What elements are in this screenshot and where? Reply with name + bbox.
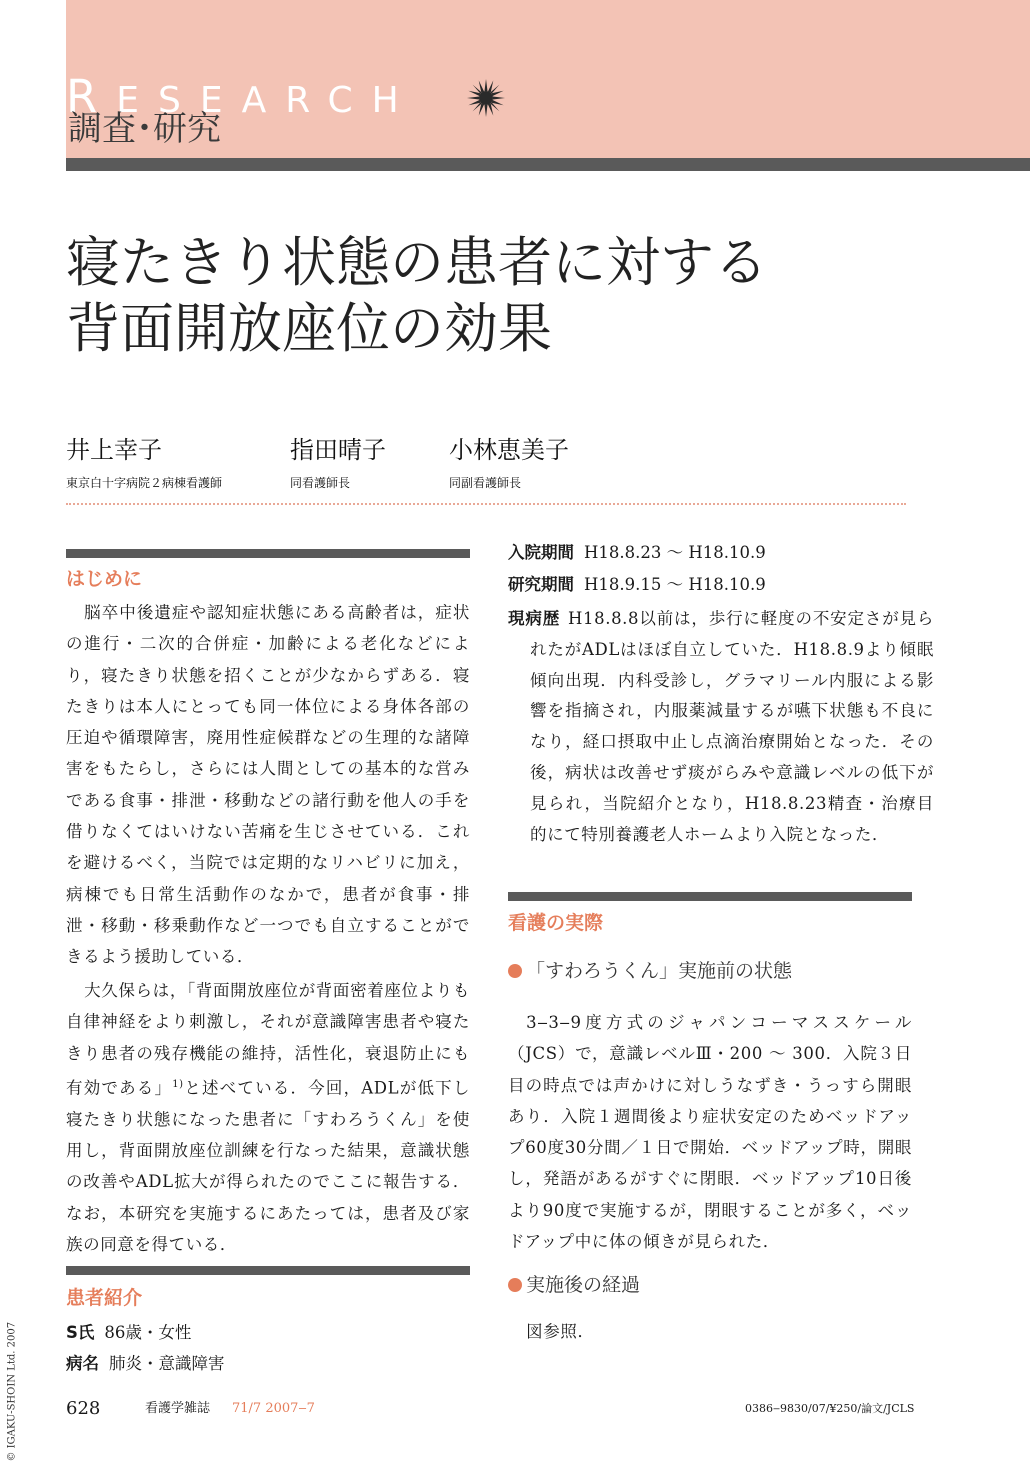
- section-bar: [508, 892, 912, 901]
- page-number: 628: [66, 1398, 101, 1419]
- header-divider-bar: [66, 158, 1030, 171]
- reference-mark: 1): [172, 1078, 184, 1090]
- patient-heading: 患者紹介: [66, 1287, 143, 1309]
- author-name: 井上幸子: [66, 436, 162, 464]
- author-affiliation: 同副看護師長: [449, 476, 522, 490]
- journal-issue: 71/7 2007‒7: [232, 1401, 315, 1416]
- author-affiliation: 同看護師長: [290, 476, 351, 490]
- patient-disease-row: 病名 肺炎・意識障害: [66, 1354, 225, 1373]
- article-title: [66, 230, 768, 362]
- title-line-1: 寝たきり状態の患者に対する: [66, 231, 768, 294]
- before-state-paragraph: 3‒3‒9度方式のジャパンコーマススケール（JCS）で，意識レベルⅢ・200 ～ 300．入院３日目の時点では声かけに対しうなずき・うっすら開眼あり．入院１週間後より症状安定のためベッドアップ60度30分間／１日で開始．ベッドアップ時，開眼し，発語があるがすぐに閉眼．ベッドアップ10日後より90度で実施するが，閉眼することが多く，ベッドアップ中に体の傾きが見られた．: [508, 1013, 912, 1252]
- subheading-before: 「すわろうくん」実施前の状態: [508, 962, 792, 981]
- section-bar: [66, 1266, 470, 1275]
- intro-heading: はじめに: [66, 568, 143, 590]
- article-code: 0386‒9830/07/¥250/論文/JCLS: [745, 1402, 915, 1415]
- admission-period-row: 入院期間 H18.8.23 ～ H18.10.9: [508, 543, 766, 562]
- bullet-icon: [508, 1278, 522, 1292]
- author-divider: [66, 503, 906, 505]
- bullet-icon: [508, 964, 522, 978]
- sunburst-icon: [466, 78, 506, 118]
- after-course-paragraph: 図参照．: [526, 1322, 595, 1341]
- author-affiliation: 東京白十字病院２病棟看護師: [66, 476, 223, 490]
- author-name: 指田晴子: [290, 436, 386, 464]
- section-bar: [66, 549, 470, 558]
- section-label-ja: 調査･研究: [68, 109, 221, 149]
- title-line-2: 背面開放座位の効果: [66, 297, 552, 360]
- subheading-after: 実施後の経過: [508, 1276, 640, 1295]
- study-period-row: 研究期間 H18.9.15 ～ H18.10.9: [508, 575, 766, 594]
- copyright-notice: © IGAKU-SHOIN Ltd. 2007: [6, 1321, 18, 1462]
- nursing-heading: 看護の実際: [508, 912, 604, 934]
- journal-name: 看護学雑誌: [145, 1401, 211, 1416]
- present-history: 現病歴 H18.8.8以前は，歩行に軽度の不安定さが見られたがADLはほぼ自立していた．H18.8.9より傾眠傾向出現．内科受診し，グラマリール内服による影響を指摘され，内服薬減量するが嚥下状態も不良になり，経口摂取中止し点滴治療開始となった．その後，病状は改善せず痰がらみや意識レベルの低下が見られ，当院紹介となり，H18.8.23精査・治療目的にて特別養護老人ホームより入院となった．: [508, 609, 934, 844]
- section-label-en: RESEARCH: [66, 70, 418, 123]
- patient-name-row: S氏 86歳・女性: [66, 1323, 192, 1342]
- author-name: 小林恵美子: [449, 436, 569, 464]
- intro-paragraph-1: 脳卒中後遺症や認知症状態にある高齢者は，症状の進行・二次的合併症・加齢による老化などにより，寝たきり状態を招くことが少なからずある．寝たきりは本人にとっても同一体位による身体各部の圧迫や循環障害，廃用性症候群などの生理的な諸障害をもたらし，さらには人間としての基本的な営みである食事・排泄・移動などの諸行動を他人の手を借りなくてはいけない苦痛を生じさせている．これを避けるべく，当院では定期的なリハビリに加え，病棟でも日常生活動作のなかで，患者が食事・排泄・移動・移乗動作など一つでも自立することができるよう援助している．: [66, 603, 470, 967]
- intro-paragraph-2: 大久保らは，「背面開放座位が背面密着座位よりも自律神経をより刺激し，それが意識障害患者や寝たきり患者の残存機能の維持，活性化，衰退防止にも有効である」$^{1)}$と述べている．今回，ADLが低下し寝たきり状態になった患者に「すわろうくん」を使用し，背面開放座位訓練を行なった結果，意識状態の改善やADL拡大が得られたのでここに報告する．なお，本研究を実施するにあたっては，患者及び家族の同意を得ている．: [66, 981, 470, 1254]
